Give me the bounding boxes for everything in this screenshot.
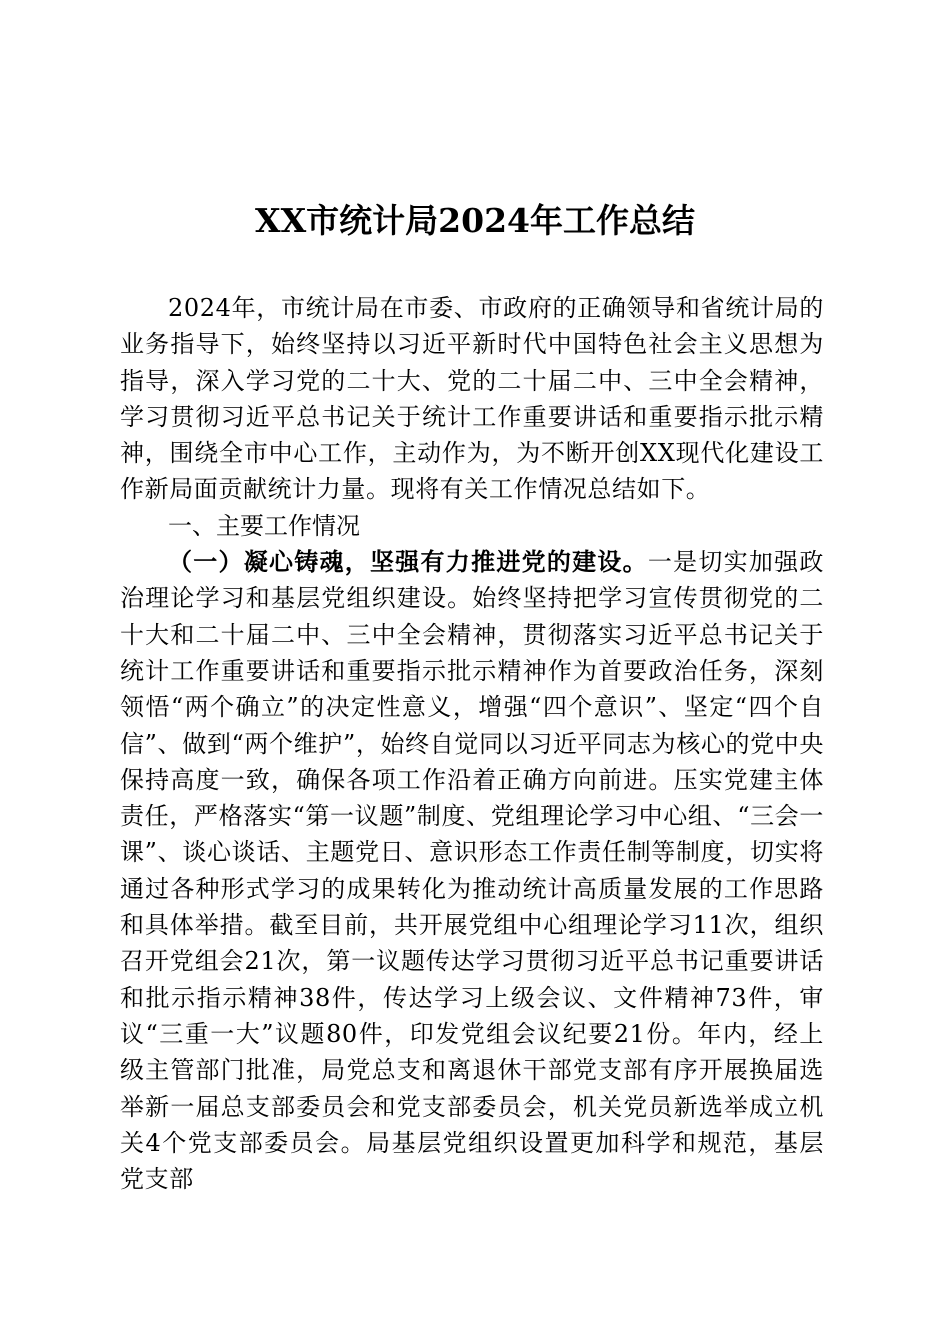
section-heading: 一、主要工作情况 bbox=[168, 511, 360, 540]
document-body bbox=[120, 290, 824, 1197]
subsection-paragraph bbox=[120, 544, 824, 1197]
subsection-heading: （一）凝心铸魂，坚强有力推进党的建设。 bbox=[168, 547, 648, 577]
document-title: XX市统计局2024年工作总结 bbox=[254, 201, 696, 240]
intro-paragraph: 2024年，市统计局在市委、市政府的正确领导和省统计局的业务指导下，始终坚持以习近平新时代中国特色社会主义思想为指导，深入学习党的二十大、党的二十届二中、三中全会精神，学习贯彻习近平总书记关于统计工作重要讲话和重要指示批示精神，围绕全市中心工作，主动作为，为不断开创XX现代化建设工作新局面贡献统计力量。现将有关工作情况总结如下。 bbox=[120, 294, 824, 504]
subsection-body: 一是切实加强政治理论学习和基层党组织建设。始终坚持把学习宣传贯彻党的二十大和二十届二中、三中全会精神，贯彻落实习近平总书记关于统计工作重要讲话和重要指示批示精神作为首要政治任务，深刻领悟“两个确立”的决定性意义，增强“四个意识”、坚定“四个自信”、做到“两个维护”，始终自觉同以习近平同志为核心的党中央保持高度一致，确保各项工作沿着正确方向前进。压实党建主体责任，严格落实“第一议题”制度、党组理论学习中心组、“三会一课”、谈心谈话、主题党日、意识形态工作责任制等制度，切实将通过各种形式学习的成果转化为推动统计高质量发展的工作思路和具体举措。截至目前，共开展党组中心组理论学习11次，组织召开党组会21次，第一议题传达学习贯彻习近平总书记重要讲话和批示指示精神38件，传达学习上级会议、文件精神73件，审议“三重一大”议题80件，印发党组会议纪要21份。年内，经上级主管部门批准，局党总支和离退休干部党支部有序开展换届选举新一届总支部委员会和党支部委员会，机关党员新选举成立机关4个党支部委员会。局基层党组织设置更加科学和规范，基层党支部 bbox=[120, 548, 824, 1194]
